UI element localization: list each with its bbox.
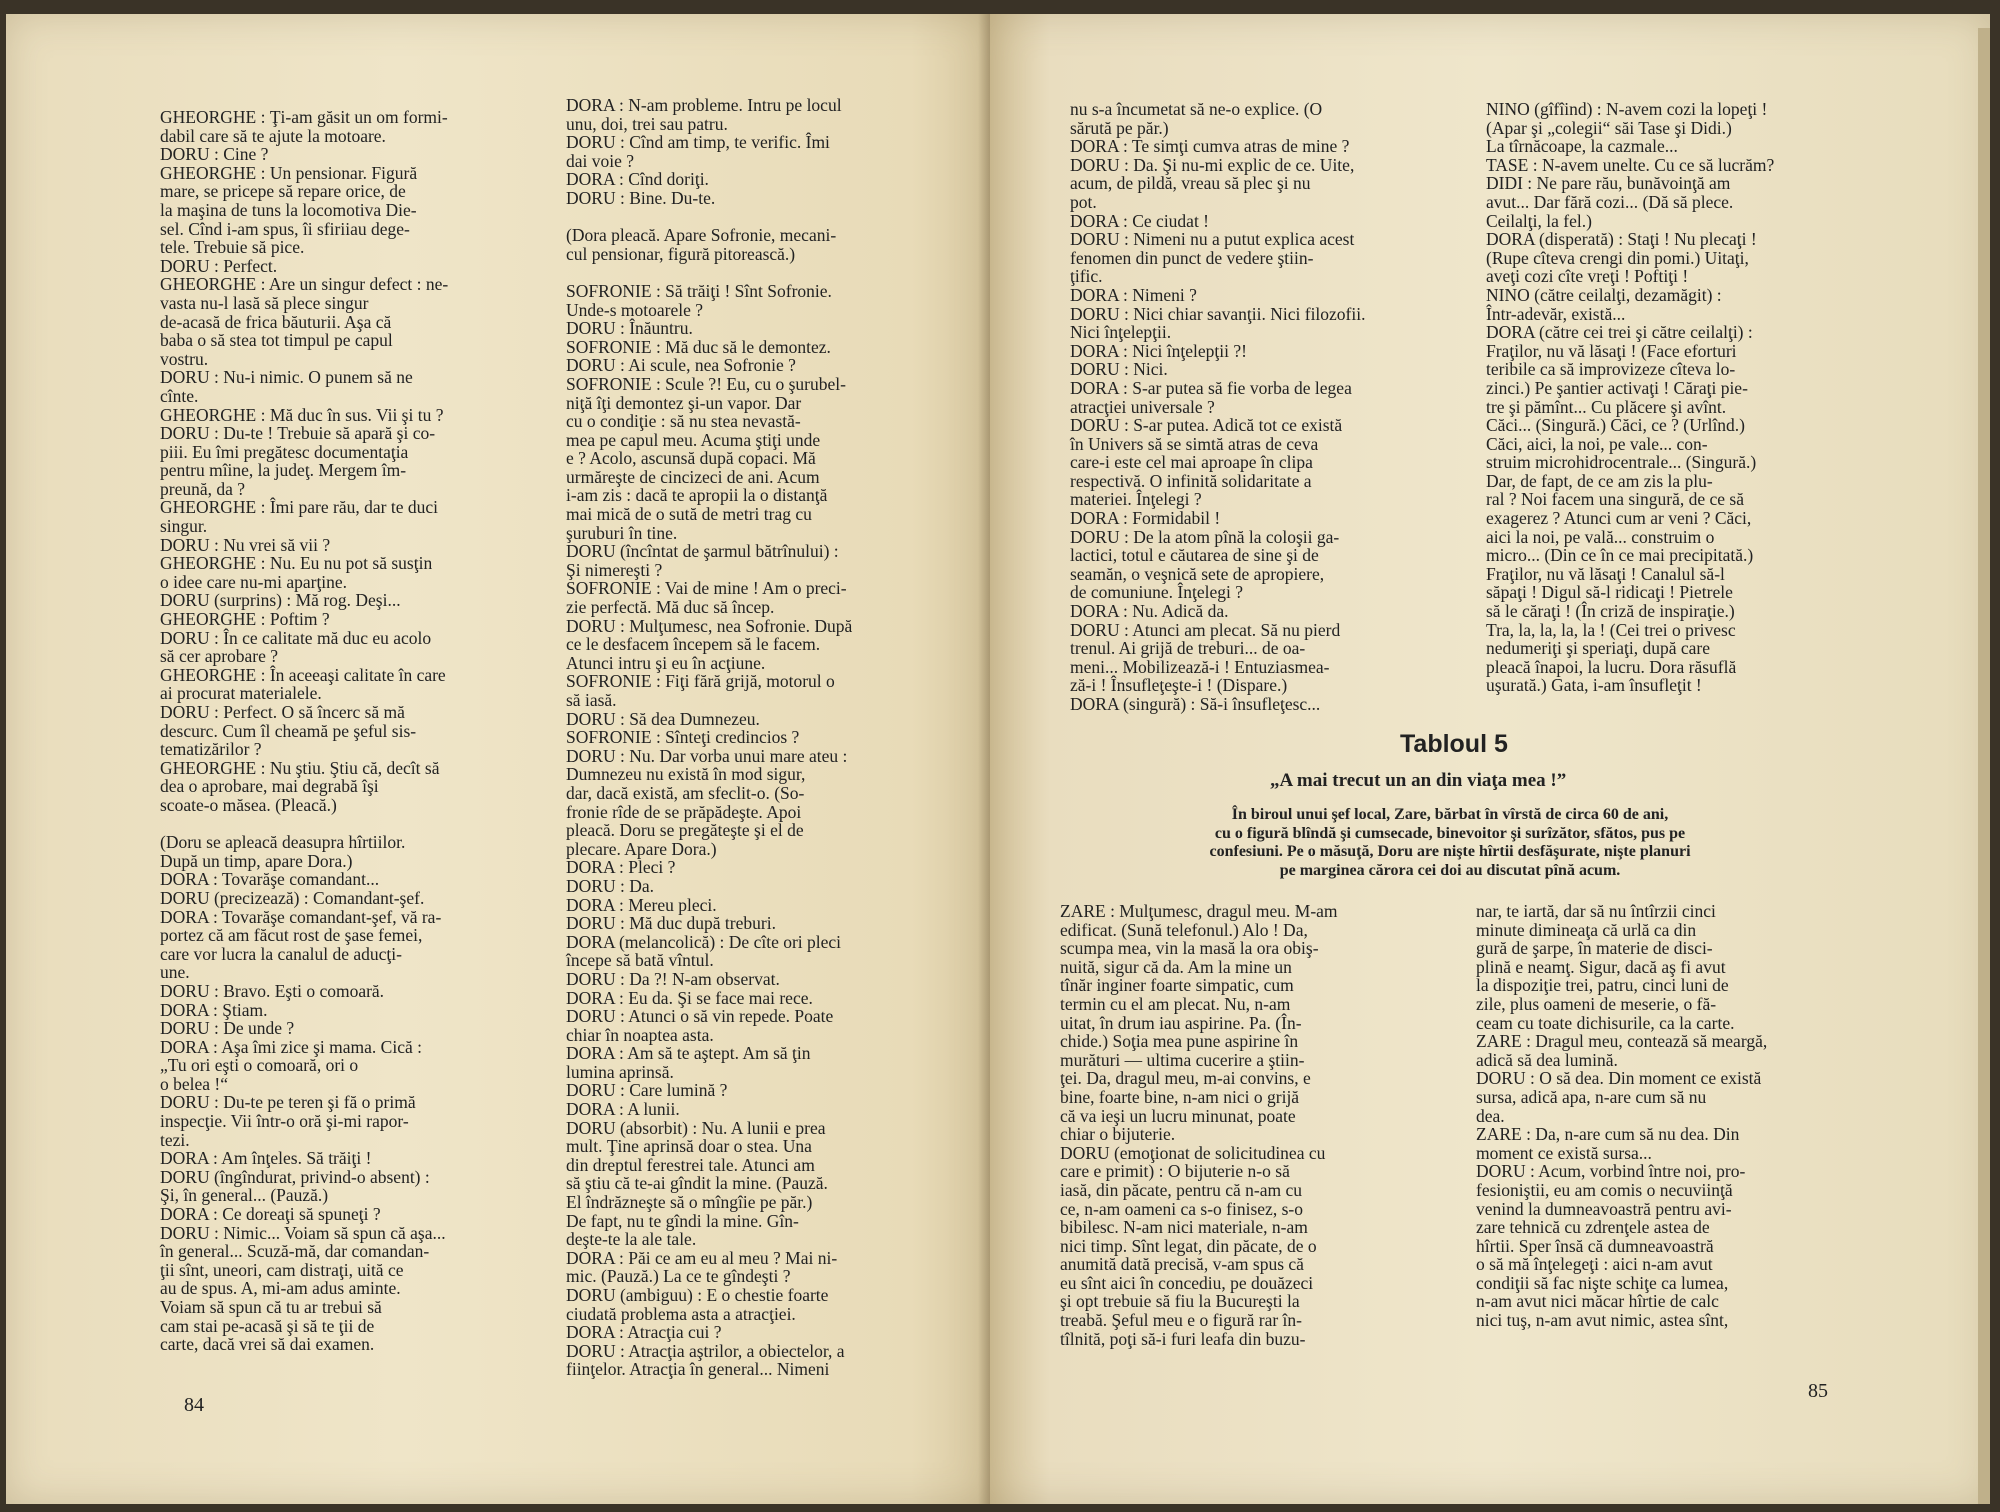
text-line: DORU : Ai scule, nea Sofronie ? bbox=[566, 355, 796, 376]
text-line: NINO (către ceilalţi, dezamăgit) : bbox=[1486, 284, 1722, 305]
right-page-column-3 bbox=[1060, 902, 1440, 1348]
text-line: DORU : Mă duc după treburi. bbox=[566, 913, 776, 934]
text-line: avut... Dar fără cozi... (Dă să plece. bbox=[1486, 191, 1734, 212]
text-line: moment ce există sursa... bbox=[1476, 1142, 1652, 1163]
text-line: termin cu el am plecat. Nu, n-am bbox=[1060, 993, 1291, 1014]
text-line: DORU : Atracţia aştrilor, a obiectelor, a bbox=[566, 1340, 845, 1361]
text-line: hîrtii. Sper însă că dumneavoastră bbox=[1476, 1235, 1714, 1256]
text-line: începe să bată vîntul. bbox=[566, 950, 714, 971]
text-line: teribile ca să improvizeze cîteva lo- bbox=[1486, 359, 1736, 380]
text-line: DORA (melancolică) : De cîte ori pleci bbox=[566, 931, 842, 952]
text-line: că va ieşi un lucru minunat, poate bbox=[1060, 1105, 1296, 1126]
text-line: niţă îţi demontez şi-un vapor. Dar bbox=[566, 392, 802, 413]
text-line: DORA : Păi ce am eu al meu ? Mai ni- bbox=[566, 1247, 838, 1268]
text-line: DORU (absorbit) : Nu. A lunii e prea bbox=[566, 1117, 826, 1138]
text-line: zie perfectă. Mă duc să încep. bbox=[566, 597, 775, 618]
text-line: TASE : N-avem unelte. Cu ce să lucrăm? bbox=[1486, 154, 1775, 175]
text-line: sel. Cînd i-am spus, îi sfiriiau dege- bbox=[160, 218, 410, 239]
text-line: aici la noi, pe vală... construim o bbox=[1486, 526, 1715, 547]
text-line: GHEORGHE : Un pensionar. Figură bbox=[160, 162, 418, 183]
text-line: respectivă. O infinită solidaritate a bbox=[1070, 470, 1312, 491]
text-line: materiei. Înţelegi ? bbox=[1070, 489, 1202, 510]
text-line: sursa, adică apa, n-are cum să nu bbox=[1476, 1086, 1707, 1107]
text-line: DORU (îngîndurat, privind-o absent) : bbox=[160, 1166, 430, 1187]
text-line: fronie rîde de se prăpădeşte. Apoi bbox=[566, 801, 802, 822]
text-line: iasă, din păcate, pentru că n-am cu bbox=[1060, 1179, 1302, 1200]
text-line: unu, doi, trei sau patru. bbox=[566, 113, 728, 134]
text-line: DORU : Să dea Dumnezeu. bbox=[566, 708, 760, 729]
text-line: ai procurat materialele. bbox=[160, 683, 322, 704]
text-line: minute dimineaţa că urlă ca din bbox=[1476, 919, 1697, 940]
text-line: DORU : De unde ? bbox=[160, 1018, 295, 1039]
text-line: dabil care să te ajute la motoare. bbox=[160, 125, 386, 146]
text-line: „Tu ori eşti o comoară, ori o bbox=[160, 1055, 359, 1076]
text-line: o idee care nu-mi aparţine. bbox=[160, 571, 348, 592]
text-line: dea o aprobare, mai degrabă îşi bbox=[160, 776, 379, 797]
left-page bbox=[6, 14, 990, 1504]
text-line: zile, plus oameni de meserie, o fă- bbox=[1476, 993, 1717, 1014]
text-line: DORU : Bine. Du-te. bbox=[566, 187, 716, 208]
text-line: DORA : Te simţi cumva atras de mine ? bbox=[1070, 136, 1350, 157]
text-line: deşte-te la ale tale. bbox=[566, 1229, 697, 1250]
text-line: nar, te iartă, dar să nu întîrzii cinci bbox=[1476, 901, 1716, 921]
text-line: vasta nu-l lasă să plece singur bbox=[160, 292, 369, 313]
text-line: DORU : Acum, vorbind între noi, pro- bbox=[1476, 1161, 1746, 1182]
text-line: DORU : Cînd am timp, te verific. Îmi bbox=[566, 132, 830, 153]
text-line: DORA : Ştiam. bbox=[160, 999, 268, 1020]
text-line: DORA : Am să te aştept. Am să ţin bbox=[566, 1043, 811, 1064]
page-number-left: 84 bbox=[184, 1394, 204, 1416]
text-line: DORA : Formidabil ! bbox=[1070, 508, 1221, 529]
text-line: vostru. bbox=[160, 348, 209, 369]
text-line: confesiuni. Pe o măsuţă, Doru are nişte hîrtii desfăşurate, nişte planuri bbox=[1209, 843, 1691, 860]
text-line: la dispoziţie trei, patru, cinci luni de bbox=[1476, 975, 1729, 996]
text-line: DORU : Nu vrei să vii ? bbox=[160, 534, 331, 555]
text-line: ZARE : Da, n-are cum să nu dea. Din bbox=[1476, 1124, 1740, 1145]
text-line: care-i este cel mai aproape în clipa bbox=[1070, 452, 1313, 473]
text-line: DORU (precizează) : Comandant-şef. bbox=[160, 887, 425, 908]
text-line: să iasă. bbox=[566, 690, 617, 710]
text-line: DORA (singură) : Să-i însufleţesc... bbox=[1070, 694, 1321, 714]
text-line: care vor lucra la canalul de aducţi- bbox=[160, 943, 402, 964]
text-line: meni... Mobilizează-i ! Entuziasmea- bbox=[1070, 656, 1330, 677]
text-line: bibilesc. N-am nici materiale, n-am bbox=[1060, 1217, 1308, 1238]
text-line: zinci.) Pe şantier activaţi ! Căraţi pie- bbox=[1486, 377, 1748, 398]
text-line: ZARE : Dragul meu, contează să meargă, bbox=[1476, 1031, 1768, 1052]
text-line: mic. (Pauză.) La ce te gîndeşti ? bbox=[566, 1266, 791, 1287]
text-line: (Apar şi „colegii“ săi Tase şi Didi.) bbox=[1486, 117, 1732, 138]
text-line: DORA : Atracţia cui ? bbox=[566, 1322, 722, 1343]
text-line: GHEORGHE : Are un singur defect : ne- bbox=[160, 274, 449, 295]
text-line: şuruburi în tine. bbox=[566, 522, 678, 543]
text-line: uitat, în drum iau aspirine. Pa. (În- bbox=[1060, 1012, 1302, 1033]
text-line: piii. Eu îmi pregătesc documentaţia bbox=[160, 441, 409, 462]
text-line: cu o condiţie : să nu stea nevastă- bbox=[566, 411, 801, 432]
text-line bbox=[566, 263, 946, 282]
text-line: e ? Acolo, ascunsă după copaci. Mă bbox=[566, 448, 816, 469]
text-line: DORU (încîntat de şarmul bătrînului) : bbox=[566, 541, 839, 562]
text-line: NINO (gîfîind) : N-avem cozi la lopeţi ! bbox=[1486, 99, 1768, 119]
text-line: urmăreşte de cincizeci de ani. Acum bbox=[566, 466, 820, 487]
text-line: au de spus. A, mi-am adus aminte. bbox=[160, 1278, 401, 1299]
text-line: DORA : Tovarăşe comandant... bbox=[160, 869, 380, 890]
text-line: ce, n-am oameni ca s-o finisez, s-o bbox=[1060, 1198, 1303, 1219]
text-line: DORA : Mereu pleci. bbox=[566, 894, 717, 915]
text-line: DORU : O să dea. Din moment ce există bbox=[1476, 1068, 1762, 1089]
text-line: anumită dată precisă, v-am spus că bbox=[1060, 1254, 1304, 1275]
text-line: tre şi pămînt... Cu plăcere şi avînt. bbox=[1486, 396, 1727, 417]
text-line: ceam cu toate dichisurile, ca la carte. bbox=[1476, 1012, 1735, 1033]
text-line: DORA : Tovarăşe comandant-şef, vă ra- bbox=[160, 906, 442, 927]
text-line: pentru mîine, la judeţ. Mergem îm- bbox=[160, 460, 407, 481]
text-line: Dar, de fapt, de ce am zis la plu- bbox=[1486, 470, 1713, 491]
text-line: treabă. Şeful meu e o figură rar în- bbox=[1060, 1310, 1302, 1331]
text-line: carte, dacă vrei să dai examen. bbox=[160, 1334, 375, 1355]
text-line: fesioniştii, eu am comis o necuviinţă bbox=[1476, 1179, 1733, 1200]
text-line: gură de şarpe, în materie de disci- bbox=[1476, 938, 1713, 959]
text-line: pot. bbox=[1070, 191, 1097, 212]
text-line: dea. bbox=[1476, 1105, 1505, 1126]
text-line: DORU (ambiguu) : E o chestie foarte bbox=[566, 1285, 829, 1305]
text-line: tematizărilor ? bbox=[160, 739, 262, 760]
text-line: pleacă înapoi, la lucru. Dora răsuflă bbox=[1486, 656, 1737, 677]
text-line: exagerez ? Atunci cum ar veni ? Căci, bbox=[1486, 508, 1752, 529]
text-line: atracţiei universale ? bbox=[1070, 396, 1215, 417]
text-line: nici tuş, n-am avut nimic, astea sînt, bbox=[1476, 1310, 1729, 1331]
text-line: DORU : S-ar putea. Adică tot ce există bbox=[1070, 415, 1343, 436]
text-line: Atunci intru şi eu în acţiune. bbox=[566, 652, 766, 673]
text-line: În biroul unui şef local, Zare, bărbat în vîrstă de circa 60 de ani, bbox=[1231, 806, 1669, 823]
text-line: inspecţie. Vii într-o oră şi-mi rapor- bbox=[160, 1111, 409, 1132]
text-line: nici timp. Sînt legat, din păcate, de o bbox=[1060, 1235, 1317, 1256]
text-line: să cer aprobare ? bbox=[160, 646, 279, 667]
tableau-subtitle: „A mai trecut un an din viaţa mea !” bbox=[1270, 770, 1567, 791]
text-line: ţei. Da, dragul meu, m-ai convins, e bbox=[1060, 1068, 1311, 1089]
text-line: fenomen din punct de vedere ştiin- bbox=[1070, 247, 1314, 268]
text-line: fiinţelor. Atracţia în general... Nimeni bbox=[566, 1359, 830, 1380]
text-line: chide.) Soţia mea pune aspirine în bbox=[1060, 1031, 1299, 1052]
text-line: mai mică de o sută de metri trag cu bbox=[566, 504, 812, 525]
right-page-column-2 bbox=[1486, 100, 1856, 695]
text-line: să le căraţi ! (În criză de inspiraţie.) bbox=[1486, 601, 1735, 622]
text-line: o să mă înţelegeţi : aici n-am avut bbox=[1476, 1254, 1713, 1275]
right-page-column-4 bbox=[1476, 902, 1856, 1330]
text-line: mult. Ţine aprinsă doar o stea. Una bbox=[566, 1136, 812, 1157]
text-line: în general... Scuză-mă, dar comandan- bbox=[160, 1241, 430, 1262]
text-line: DORU : Înăuntru. bbox=[566, 318, 693, 339]
text-line: să ştiu că te-ai gîndit la mine. (Pauză. bbox=[566, 1173, 828, 1194]
right-page bbox=[990, 14, 1990, 1504]
text-line: DORU : În ce calitate mă duc eu acolo bbox=[160, 627, 432, 648]
text-line: DORA (disperată) : Staţi ! Nu plecaţi ! bbox=[1486, 229, 1757, 250]
text-line: uşurată.) Gata, i-am însufleţit ! bbox=[1486, 675, 1702, 696]
text-line: cînte. bbox=[160, 385, 199, 406]
text-line: dar, dacă există, am sfeclit-o. (So- bbox=[566, 782, 805, 803]
text-line: GHEORGHE : În aceeaşi calitate în care bbox=[160, 664, 446, 685]
text-line: ZARE : Mulţumesc, dragul meu. M-am bbox=[1060, 901, 1338, 921]
text-line: DORU : Nu. Dar vorba unui mare ateu : bbox=[566, 745, 848, 766]
text-line: care e primit) : O bijuterie n-o să bbox=[1060, 1161, 1290, 1182]
text-line: ţii sînt, uneori, cam distraţi, uită ce bbox=[160, 1259, 404, 1280]
text-line: pe marginea cărora cei doi au discutat pînă acum. bbox=[1279, 861, 1621, 879]
text-line: DORA : Nimeni ? bbox=[1070, 284, 1197, 305]
text-line: trenul. Ai grijă de treburi... de oa- bbox=[1070, 638, 1306, 659]
text-line: DIDI : Ne pare rău, bunăvoinţă am bbox=[1486, 173, 1731, 194]
text-line: DORU : Care lumină ? bbox=[566, 1080, 728, 1101]
text-line: DORU : Du-te ! Trebuie să apară şi co- bbox=[160, 423, 436, 444]
text-line: Ceilalţi, la fel.) bbox=[1486, 210, 1592, 231]
text-line: bine, foarte bine, n-am nici o grijă bbox=[1060, 1086, 1300, 1107]
text-line: Tra, la, la, la, la ! (Cei trei o privesc bbox=[1486, 619, 1736, 640]
text-line bbox=[160, 815, 540, 834]
text-line: i-am zis : dacă te apropii la o distanţă bbox=[566, 485, 828, 506]
text-line: ză-i ! Însufleţeşte-i ! (Dispare.) bbox=[1070, 675, 1288, 696]
text-line: sărută pe păr.) bbox=[1070, 117, 1169, 138]
text-line: DORU : Nici. bbox=[1070, 359, 1168, 380]
text-line: tele. Trebuie să pice. bbox=[160, 237, 305, 258]
text-line: DORU : Da ?! N-am observat. bbox=[566, 968, 780, 989]
text-line: După un timp, apare Dora.) bbox=[160, 850, 353, 871]
text-line: plină e neamţ. Sigur, dacă aş fi avut bbox=[1476, 956, 1726, 977]
text-line: din dreptul ferestrei tale. Atunci am bbox=[566, 1154, 815, 1175]
text-line: DORA : S-ar putea să fie vorba de legea bbox=[1070, 377, 1352, 398]
text-line: descurc. Cum îl cheamă pe şeful sis- bbox=[160, 720, 417, 741]
text-line: DORA : Ce ciudat ! bbox=[1070, 210, 1210, 231]
text-line: SOFRONIE : Scule ?! Eu, cu o şurubel- bbox=[566, 373, 846, 394]
text-line: Fraţilor, nu vă lăsaţi ! Canalul să-l bbox=[1486, 563, 1725, 584]
text-line: (Doru se apleacă deasupra hîrtiilor. bbox=[160, 832, 406, 853]
text-line: DORU : Du-te pe teren şi fă o primă bbox=[160, 1092, 416, 1113]
text-line: portez că am făcut rost de şase femei, bbox=[160, 925, 423, 946]
text-line: El îndrăzneşte să o mîngîie pe păr.) bbox=[566, 1192, 813, 1213]
text-line: Fraţilor, nu vă lăsaţi ! (Face eforturi bbox=[1486, 340, 1737, 361]
text-line: DORU : Atunci o să vin repede. Poate bbox=[566, 1006, 834, 1027]
text-line: SOFRONIE : Mă duc să le demontez. bbox=[566, 336, 831, 357]
text-line: de comuniune. Înţelegi ? bbox=[1070, 582, 1243, 603]
left-page-column-1 bbox=[160, 108, 540, 1354]
text-line: SOFRONIE : Vai de mine ! Am o preci- bbox=[566, 578, 847, 599]
text-line: DORU : Mulţumesc, nea Sofronie. După bbox=[566, 615, 853, 636]
text-line: DORA : Nu. Adică da. bbox=[1070, 601, 1229, 622]
text-line: DORA : Aşa îmi zice şi mama. Cică : bbox=[160, 1036, 422, 1057]
text-line: DORU : Perfect. bbox=[160, 255, 278, 276]
text-line: (Rupe cîteva crengi din pomi.) Uitaţi, bbox=[1486, 247, 1749, 268]
text-line: scumpa mea, vin la masă la ora obiş- bbox=[1060, 938, 1319, 959]
text-line: GHEORGHE : Îmi pare rău, dar te duci bbox=[160, 497, 438, 518]
text-line: DORU (emoţionat de solicitudinea cu bbox=[1060, 1142, 1326, 1163]
text-line: (Dora pleacă. Apare Sofronie, mecani- bbox=[566, 225, 837, 246]
text-line: nedumeriţi şi speriaţi, după care bbox=[1486, 638, 1711, 659]
text-line: DORU : De la atom pînă la coloşii ga- bbox=[1070, 526, 1340, 547]
text-line: ral ? Noi facem una singură, de ce să bbox=[1486, 489, 1745, 510]
text-line: acum, de pildă, vreau să plec şi nu bbox=[1070, 173, 1311, 194]
text-line: mare, se pricepe să repare orice, de bbox=[160, 181, 406, 202]
text-line: Căci... (Singură.) Căci, ce ? (Urlînd.) bbox=[1486, 415, 1746, 436]
text-line: DORU : Nu-i nimic. O punem să ne bbox=[160, 367, 413, 388]
text-line: murături — ultima cucerire a ştiin- bbox=[1060, 1049, 1305, 1070]
text-line: n-am avut nici măcar hîrtie de calc bbox=[1476, 1291, 1719, 1312]
text-line: adică să dea lumină. bbox=[1476, 1049, 1618, 1070]
text-line: Şi, în general... (Pauză.) bbox=[160, 1185, 329, 1206]
text-line: baba o să stea tot timpul pe capul bbox=[160, 330, 393, 351]
text-line: mea pe capul meu. Acuma ştiţi unde bbox=[566, 429, 821, 450]
text-line: scoate-o măsea. (Pleacă.) bbox=[160, 794, 337, 815]
text-line: preună, da ? bbox=[160, 478, 246, 499]
text-line: tezi. bbox=[160, 1129, 190, 1150]
text-line: GHEORGHE : Nu. Eu nu pot să susţin bbox=[160, 553, 433, 574]
text-line: zare tehnică cu zdrenţele astea de bbox=[1476, 1217, 1710, 1238]
text-line: SOFRONIE : Să trăiţi ! Sînt Sofronie. bbox=[566, 280, 832, 301]
text-line: DORU (surprins) : Mă rog. Deşi... bbox=[160, 590, 401, 611]
text-line: chiar în noaptea asta. bbox=[566, 1024, 714, 1045]
text-line: DORU : Da. Şi nu-mi explic de ce. Uite, bbox=[1070, 154, 1355, 175]
text-line: eu sînt aici în concediu, pe douăzeci bbox=[1060, 1272, 1314, 1293]
text-line: une. bbox=[160, 962, 190, 983]
text-line: Voiam să spun că tu ar trebui să bbox=[160, 1297, 382, 1317]
text-line: pleacă. Doru se pregăteşte şi el de bbox=[566, 820, 804, 841]
text-line: Dumnezeu nu există în mod sigur, bbox=[566, 764, 806, 785]
text-line: DORU : Atunci am plecat. Să nu pierd bbox=[1070, 619, 1341, 640]
text-line: ciudată problema asta a atracţiei. bbox=[566, 1303, 796, 1324]
text-line: ţific. bbox=[1070, 266, 1103, 287]
text-line: la maşina de tuns la locomotiva Die- bbox=[160, 199, 417, 220]
text-line: DORU : Bravo. Eşti o comoară. bbox=[160, 980, 385, 1001]
text-line: La tîrnăcoape, la cazmale... bbox=[1486, 136, 1678, 157]
text-line: DORU : Da. bbox=[566, 875, 654, 896]
text-line: DORU : Perfect. O să încerc să mă bbox=[160, 702, 405, 722]
text-line: struim microhidrocentrale... (Singură.) bbox=[1486, 452, 1757, 473]
text-line: cu o figură blîndă şi cumsecade, binevoitor şi surîzător, sfătos, pus pe bbox=[1214, 824, 1686, 842]
text-line: DORU : Cine ? bbox=[160, 144, 269, 165]
text-line: lactici, totul e căutarea de sine şi de bbox=[1070, 545, 1319, 566]
text-line: nu s-a încumetat să ne-o explice. (O bbox=[1070, 99, 1323, 119]
text-line: nuită, sigur că da. Am la mine un bbox=[1060, 956, 1292, 977]
text-line: cul pensionar, figură pitorească.) bbox=[566, 243, 796, 264]
text-line: săpaţi ! Digul să-l ridicaţi ! Pietrele bbox=[1486, 582, 1733, 603]
text-line bbox=[566, 208, 946, 227]
text-line: şi opt trebuie să fiu la Bucureşti la bbox=[1060, 1291, 1300, 1312]
text-line: DORA : Am înţeles. Să trăiţi ! bbox=[160, 1148, 372, 1169]
text-line: o belea !“ bbox=[160, 1073, 229, 1094]
text-line: DORU : Nimic... Voiam să spun că aşa... bbox=[160, 1222, 446, 1243]
text-line: SOFRONIE : Sînteţi credincios ? bbox=[566, 727, 800, 748]
page-number-right: 85 bbox=[1808, 1380, 1828, 1402]
text-line: condiţii să fac nişte schiţe ca lumea, bbox=[1476, 1272, 1729, 1293]
text-line: Într-adevăr, există... bbox=[1486, 303, 1626, 324]
text-line: tîlnită, poţi să-i furi leafa din buzu- bbox=[1060, 1328, 1306, 1349]
text-line: DORA : N-am probleme. Intru pe locul bbox=[566, 95, 842, 115]
text-line: edificat. (Sună telefonul.) Alo ! Da, bbox=[1060, 919, 1308, 940]
text-line: GHEORGHE : Poftim ? bbox=[160, 609, 330, 630]
text-line: cam stai pe-acasă şi să te ţii de bbox=[160, 1315, 375, 1336]
text-line: DORA (către cei trei şi către ceilalţi) : bbox=[1486, 322, 1753, 343]
text-line: GHEORGHE : Ţi-am găsit un om formi- bbox=[160, 107, 448, 127]
text-line: seamăn, o veşnică sete de apropiere, bbox=[1070, 563, 1325, 584]
text-line: DORA : Pleci ? bbox=[566, 857, 676, 878]
right-page-column-1 bbox=[1070, 100, 1440, 714]
text-line: Căci, aici, la noi, pe vale... con- bbox=[1486, 433, 1708, 454]
tableau-title: Tabloul 5 bbox=[1400, 730, 1508, 758]
text-line: micro... (Din ce în ce mai precipitată.) bbox=[1486, 545, 1754, 566]
text-line: De fapt, nu te gîndi la mine. Gîn- bbox=[566, 1210, 799, 1231]
text-line: aveţi cozi cîte vreţi ! Poftiţi ! bbox=[1486, 266, 1689, 287]
text-line: tînăr inginer foarte simpatic, cum bbox=[1060, 975, 1294, 996]
scene-intro bbox=[1130, 806, 1770, 880]
text-line: ce le desfacem începem să le facem. bbox=[566, 634, 821, 655]
text-line: venind la dumneavoastră pentru avi- bbox=[1476, 1198, 1732, 1219]
text-line: GHEORGHE : Nu ştiu. Ştiu că, decît să bbox=[160, 757, 440, 778]
text-line: SOFRONIE : Fiţi fără grijă, motorul o bbox=[566, 671, 835, 692]
text-line: DORA : Eu da. Şi se face mai rece. bbox=[566, 987, 813, 1008]
text-line: DORU : Nici chiar savanţii. Nici filozofii. bbox=[1070, 303, 1366, 324]
text-line: singur. bbox=[160, 516, 208, 537]
text-line: DORA : Cînd doriţi. bbox=[566, 169, 709, 190]
text-line: DORA : A lunii. bbox=[566, 1099, 680, 1120]
text-line: GHEORGHE : Mă duc în sus. Vii şi tu ? bbox=[160, 404, 444, 425]
text-line: Unde-s motoarele ? bbox=[566, 299, 704, 320]
text-line: lumina aprinsă. bbox=[566, 1061, 674, 1082]
text-line: DORA : Ce doreaţi să spuneţi ? bbox=[160, 1204, 381, 1225]
text-line: Nici înţelepţii. bbox=[1070, 322, 1172, 343]
text-line: plecare. Apare Dora.) bbox=[566, 838, 717, 859]
page-edge bbox=[1978, 28, 1990, 1504]
text-line: DORA : Nici înţelepţii ?! bbox=[1070, 340, 1247, 361]
text-line: chiar o bijuterie. bbox=[1060, 1124, 1176, 1145]
text-line: de-acasă de frica băuturii. Aşa că bbox=[160, 311, 392, 332]
text-line: dai voie ? bbox=[566, 150, 635, 171]
text-line: în Univers să se simtă atras de ceva bbox=[1070, 433, 1319, 454]
left-page-column-2 bbox=[566, 96, 946, 1379]
text-line: DORU : Nimeni nu a putut explica acest bbox=[1070, 229, 1355, 250]
text-line: Şi nimereşti ? bbox=[566, 559, 663, 580]
